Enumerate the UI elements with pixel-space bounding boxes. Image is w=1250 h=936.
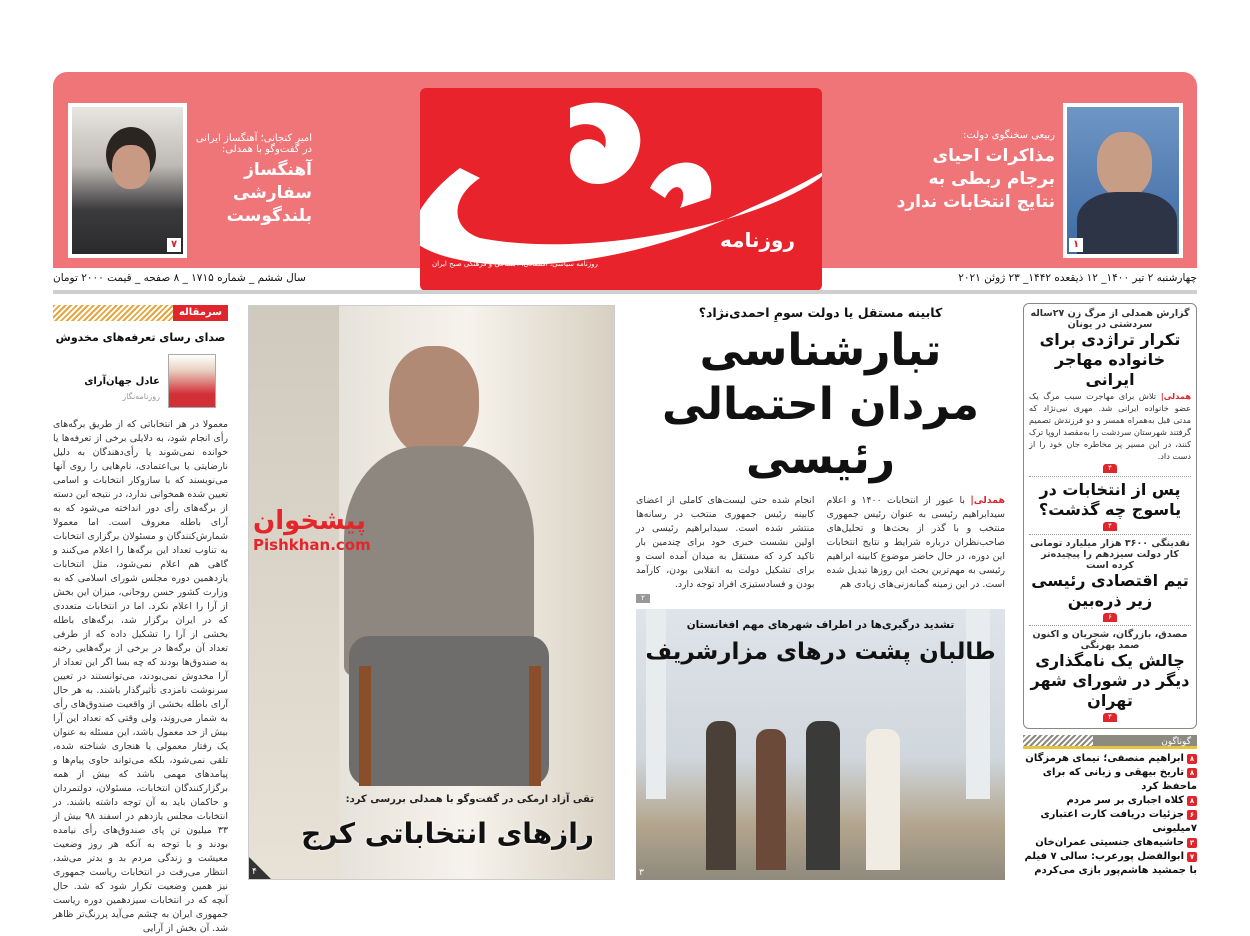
page-badge: ۶ bbox=[1103, 613, 1117, 622]
author-name: عادل جهان‌آرای bbox=[84, 376, 160, 387]
news-headline: تیم اقتصادی رئیسی زیر ذره‌بین bbox=[1031, 571, 1189, 610]
editorial-title: صدای رسای تعرفه‌های مخدوش bbox=[55, 331, 226, 344]
logo-rooznameh: روزنامه bbox=[720, 228, 795, 252]
news-kicker: گزارش همدلی از مرگ زن ۲۷ساله سردشتی در یونان bbox=[1030, 308, 1190, 330]
misc-item[interactable] bbox=[1023, 836, 1197, 850]
misc-item-text: کلاه اجباری بر سر مردم bbox=[1066, 795, 1184, 806]
afghanistan-photo-story[interactable] bbox=[636, 609, 1005, 880]
lead-headline: تبارشناسی مردان احتمالی رئیسی bbox=[662, 325, 979, 484]
photo-figure bbox=[866, 729, 900, 870]
page-badge: ۸ bbox=[1187, 796, 1197, 806]
page-badge: ۴ bbox=[1103, 713, 1117, 722]
divider bbox=[1029, 534, 1191, 535]
logo-subtitle: روزنامه سیاسی، اقتصادی، اجتماعی و فرهنگی صبح ایران bbox=[432, 260, 598, 268]
news-item-greece[interactable] bbox=[1029, 308, 1191, 473]
right-news-column bbox=[1023, 303, 1197, 729]
page-badge: ۳ bbox=[639, 868, 644, 878]
date-line: چهارشنبه ۲ تیر ۱۴۰۰_ ۱۲ ذیقعده ۱۴۴۲_ ۲۳ ژوئن ۲۰۲۱ bbox=[958, 272, 1197, 284]
misc-item[interactable] bbox=[1023, 752, 1197, 766]
lead-body bbox=[636, 494, 1005, 592]
afghan-kicker: تشدید درگیری‌ها در اطراف شهرهای مهم افغانستان bbox=[686, 619, 955, 631]
news-body: تلاش برای مهاجرت سبب مرگ یک عضو خانواده ایرانی شد. مهری نبی‌نژاد که مدتی قبل به‌همراه همسر و دو فرزندش تصمیم گرفتند شهرستان سردشت را به‌مقصد اروپا ترک کنند، در این مسیر پر مخاطره جان خود را از دست داد. bbox=[1029, 391, 1191, 461]
photo-figure bbox=[756, 729, 786, 870]
lead-story[interactable] bbox=[636, 305, 1005, 603]
misc-header bbox=[1023, 735, 1197, 749]
page-badge: ۱ bbox=[1069, 238, 1083, 252]
page-badge: ۲ bbox=[636, 594, 650, 603]
page-badge: ۷ bbox=[167, 238, 181, 252]
main-kicker: تقی آزاد ارمکی در گفت‌وگو با همدلی بررسی کرد: bbox=[345, 794, 594, 805]
page-badge: ۷ bbox=[1187, 852, 1197, 862]
photo-chair bbox=[359, 666, 371, 786]
news-source: همدلی| bbox=[1160, 391, 1191, 401]
photo-chair-leg bbox=[529, 666, 541, 786]
news-headline: چالش یک نامگذاری دیگر در شورای شهر تهران bbox=[1030, 651, 1190, 710]
teaser-headline: مذاکرات احیای برجام ربطی به نتایج انتخابات ندارد bbox=[896, 146, 1055, 212]
photo-figure bbox=[706, 721, 736, 870]
news-item-council[interactable] bbox=[1029, 629, 1191, 722]
page-badge: ۴ bbox=[1103, 522, 1117, 531]
page-badge: ۶ bbox=[1187, 810, 1197, 820]
editorial-label: سرمقاله bbox=[173, 305, 228, 321]
misc-item-text: حاشیه‌های جنسیتی عمران‌خان bbox=[1035, 837, 1184, 848]
misc-item-text: جزئیات دریافت کارت اعتباری ۷میلیونی bbox=[1040, 809, 1197, 834]
editorial-body: معمولا در هر انتخاباتی که از طریق برگه‌های رأی انجام شود، به دلایلی برخی از تعرفه‌ها یا خوانده نمی‌شوند یا رأی‌دهندگان به دلیل نارضایتی یا بی‌اعتمادی، نام‌هایی را روی آنها می‌نویسند که با سازوکار انتخابات و اسامی تعیین شده همخوانی ندارد، در نتیجه این دسته از برگه‌های رأی دور انداخته می‌شود که به آرای باطله معروف است. اما معمولا شمارش‌کنندگان و مسئولان برگزاری انتخابات به تناوب تعداد این برگه‌ها را اعلام می‌کنند و گاهی هم اعلام نمی‌شود، مثل انتخابات یازدهمین دوره مجلس شورای اسلامی که به وزارت کشور حسن روحانی، میزان این بخش از آرا را اعلام نکرد. اما در انتخابات متعددی که در ایران برگزار شد، برگه‌های باطله بخشی از آرا را تشکیل داده که از طرفی تعداد آن برگه‌ها در برخی از برگه‌هایی رخنه به صندوق‌ها بودند که چه بسا اگر این تعداد از آرا مخدوش نمی‌بودند، می‌توانستند در تعیین سرنوشت نامزدی تأثیرگذار باشند. به هر حال آرای باطله بخشی از واقعیت صندوق‌های رأی به شمار می‌روند، ولی وقتی که تعداد این آرا بیش از حد معمول باشد، این مسئله به عنوان یک رفتار معمولی یا هنجاری شناخته شده، تلقی نمی‌شود، بلکه می‌تواند حاوی پیام‌ها و پیامدهای مهمی باشد که بیش از همه برگزارکنندگان انتخابات، مسئولان، دولتمردان و حاکمان باید به آن توجه داشته باشند. در انتخابات مجلس یازدهم در اسفند ۹۸ بیش از ۳۳ میلیون تن پای صندوق‌های رأی نیامده بودند و با توجه به آنکه هر روز وضعیت معیشت و زندگی مردم بد و بدتر می‌شد، انتظار می‌رفت در انتخابات ریاست جمهوری نیز همین وضعیت تکرار شود که شد. حال آنچه که در انتخابات سیزدهمین دوره ریاست جمهوری ایران به چشم می‌آید پررنگ‌تر ظاهر شد. آن بخش از آرایی bbox=[53, 419, 229, 934]
lead-col-1-text: با عبور از انتخابات ۱۴۰۰ و اعلام سیدابراهیم رئیسی به عنوان رئیس جمهوری منتخب و با گذر از بحث‌ها و تحلیل‌های صاحب‌نظران درباره شرایط و نتایج انتخابات این دوره، در حال حاضر موضوع کابینه ابراهیم رئیسی به مهم‌ترین بحث این روزها تبدیل شده است. در این زمینه گمانه‌زنی‌های زیادی هم bbox=[826, 495, 1005, 590]
news-headline: تکرار تراژدی برای خانواده مهاجر ایرانی bbox=[1039, 330, 1181, 389]
misc-item[interactable] bbox=[1023, 850, 1197, 878]
newspaper-logo[interactable] bbox=[420, 88, 822, 291]
lead-col-2: انجام شده حتی لیست‌های کاملی از اعضای کابینه رئیس جمهوری منتخب در رسانه‌ها منتشر شده است. سیدابراهیم رئیسی در اولین نشست خبری خود برای چندمین بار تاکید کرد که مستقل به میدان آمده است و برای تشکیل دولت به انقلابی بودن، کارآمد بودن و فسادستیزی افراد توجه دارد. bbox=[636, 495, 815, 590]
lead-kicker: کابینه مستقل یا دولت سومِ احمدی‌نژاد؟ bbox=[698, 305, 943, 320]
teaser-photo-spokesman[interactable] bbox=[1063, 103, 1183, 258]
teaser-kicker: ربیعی سخنگوی دولت: bbox=[962, 130, 1055, 141]
misc-label: گوناگون bbox=[1093, 735, 1197, 746]
right-column-wrap bbox=[1023, 303, 1197, 878]
teaser-kicker: امیر کنجانی؛ آهنگساز ایرانی در گفت‌وگو با همدلی: bbox=[195, 133, 312, 155]
news-item-yasuj[interactable] bbox=[1029, 480, 1191, 531]
teaser-jcpoa[interactable] bbox=[885, 130, 1055, 214]
portrait-face bbox=[112, 145, 150, 189]
issue-line: سال ششم _ شماره ۱۷۱۵ _ ۸ صفحه _ قیمت ۲۰۰۰ تومان bbox=[53, 272, 306, 284]
watermark-fa: پیشخوان bbox=[253, 506, 366, 536]
misc-item-text: تاریخ بیهقی و زبانی که برای ماحفظ کرد bbox=[1042, 767, 1197, 792]
author-role: روزنامه‌نگار bbox=[122, 392, 160, 401]
editorial-column[interactable] bbox=[53, 305, 228, 936]
teaser-photo-composer[interactable] bbox=[68, 103, 187, 258]
afghan-headline: طالبان پشت درهای مزارشریف bbox=[645, 639, 996, 665]
page-badge: ۸ bbox=[1187, 768, 1197, 778]
photo-legs bbox=[349, 636, 549, 786]
page-badge: ۳ bbox=[1187, 838, 1197, 848]
news-kicker: نقدینگی ۳۶۰۰ هزار میلیارد تومانی کار دولت سیزدهم را پیچیده‌تر کرده است bbox=[1030, 538, 1190, 571]
author-block bbox=[53, 350, 228, 412]
misc-box bbox=[1023, 735, 1197, 878]
misc-item[interactable] bbox=[1023, 808, 1197, 836]
main-photo-story[interactable] bbox=[248, 305, 615, 880]
page-badge: ۴ bbox=[252, 867, 257, 877]
portrait-face bbox=[1097, 132, 1152, 197]
misc-list bbox=[1023, 752, 1197, 878]
photo-figure bbox=[806, 721, 840, 870]
photo-head bbox=[389, 346, 479, 456]
news-kicker: مصدق، بازرگان، شجریان و اکنون صمد بهرنگی bbox=[1032, 629, 1188, 651]
divider bbox=[1029, 625, 1191, 626]
main-headline: رازهای انتخاباتی کرج bbox=[301, 817, 594, 850]
editorial-label-bar bbox=[53, 305, 228, 321]
misc-item[interactable] bbox=[1023, 766, 1197, 794]
pishkhan-watermark bbox=[253, 506, 371, 554]
news-headline: پس از انتخابات در یاسوج چه گذشت؟ bbox=[1038, 480, 1182, 519]
page-badge: ۸ bbox=[1187, 754, 1197, 764]
lead-source: همدلی| bbox=[970, 495, 1005, 506]
news-item-economy[interactable] bbox=[1029, 538, 1191, 622]
watermark-en: Pishkhan.com bbox=[253, 536, 371, 554]
lead-col-1 bbox=[827, 494, 1006, 592]
center-column bbox=[636, 305, 1005, 880]
teaser-headline: آهنگساز سفارشی بلندگوست bbox=[226, 160, 312, 226]
portrait-suit bbox=[1077, 192, 1177, 258]
misc-item-text: ابوالفضل پورعرب: سالی ۷ فیلم با جمشید هاشم‌پور بازی می‌کردم bbox=[1024, 851, 1197, 876]
author-avatar bbox=[168, 354, 216, 408]
divider bbox=[1029, 476, 1191, 477]
divider bbox=[53, 290, 1197, 294]
misc-item[interactable] bbox=[1023, 794, 1197, 808]
page-badge: ۴ bbox=[1103, 464, 1117, 473]
teaser-composer[interactable] bbox=[192, 133, 312, 228]
misc-item-text: ابراهیم منصفی؛ نیمای هرمزگان bbox=[1025, 753, 1184, 764]
